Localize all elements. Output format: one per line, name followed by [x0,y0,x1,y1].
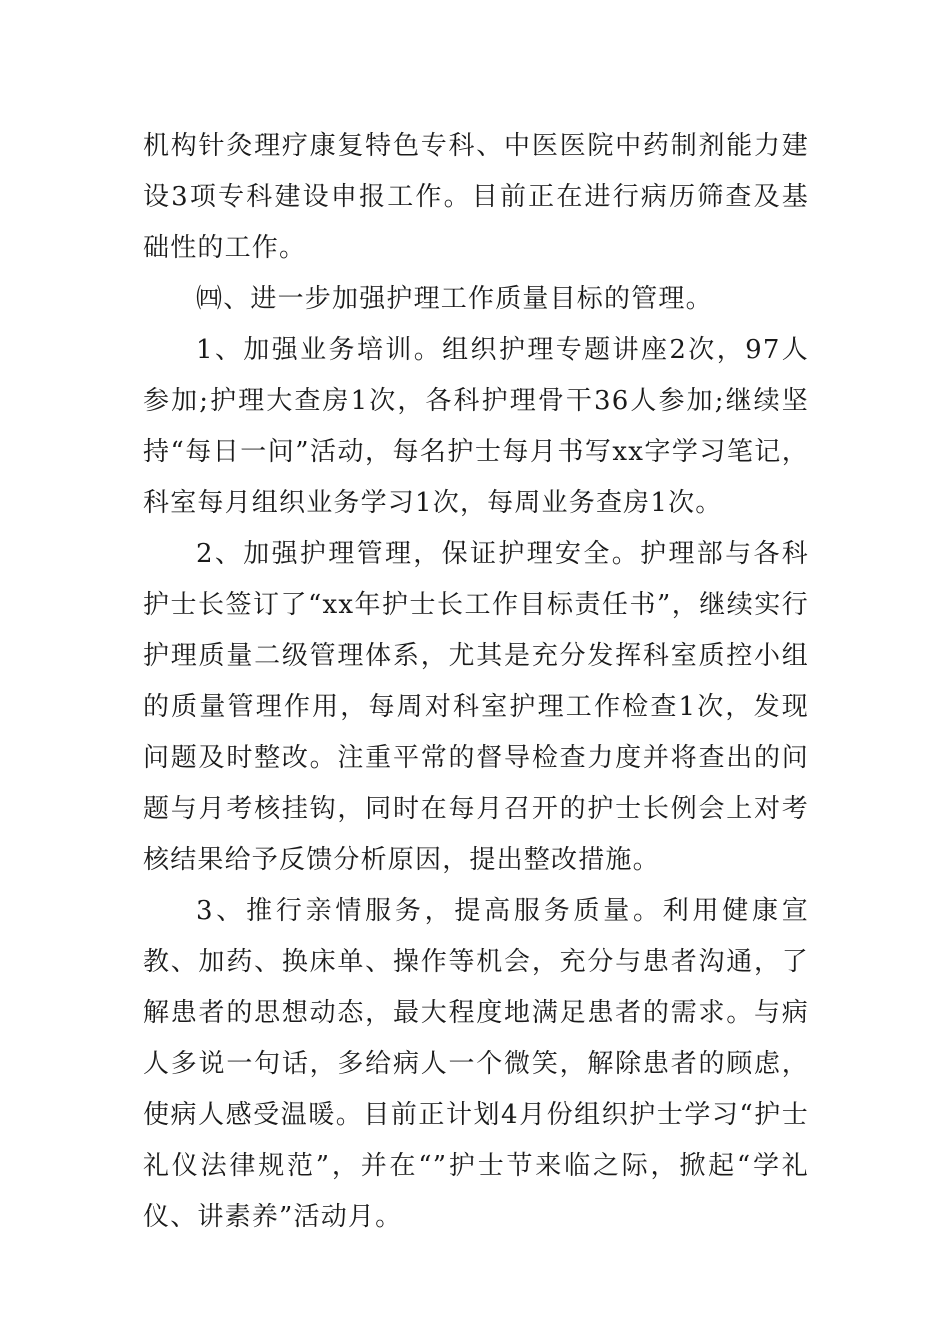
section-heading-4: ㈣、进一步加强护理工作质量目标的管理。 [196,284,713,314]
paragraph-item-2: 2、加强护理管理，保证护理安全。护理部与各科护士长签订了“xx年护士长工作目标责任书”，继续实行护理质量二级管理体系，尤其是充分发挥科室质控小组的质量管理作用，每周对科室护理工作检查1次，发现问题及时整改。注重平常的督导检查力度并将查出的问题与月考核挂钩，同时在每月召开的护士长例会上对考核结果给予反馈分析原因，提出整改措施。 [143,539,809,875]
document-body [143,121,809,1243]
paragraph-item-1: 1、加强业务培训。组织护理专题讲座2次，97人参加;护理大查房1次，各科护理骨干36人参加;继续坚持“每日一问”活动，每名护士每月书写xx字学习笔记，科室每月组织业务学习1次，每周业务查房1次。 [143,335,809,518]
paragraph-continuation: 机构针灸理疗康复特色专科、中医医院中药制剂能力建设3项专科建设申报工作。目前正在进行病历筛查及基础性的工作。 [143,131,809,263]
paragraph-item-3: 3、推行亲情服务，提高服务质量。利用健康宣教、加药、换床单、操作等机会，充分与患者沟通，了解患者的思想动态，最大程度地满足患者的需求。与病人多说一句话，多给病人一个微笑，解除患者的顾虑，使病人感受温暖。目前正计划4月份组织护士学习“护士礼仪法律规范”，并在“”护士节来临之际，掀起“学礼仪、讲素养”活动月。 [143,896,809,1232]
